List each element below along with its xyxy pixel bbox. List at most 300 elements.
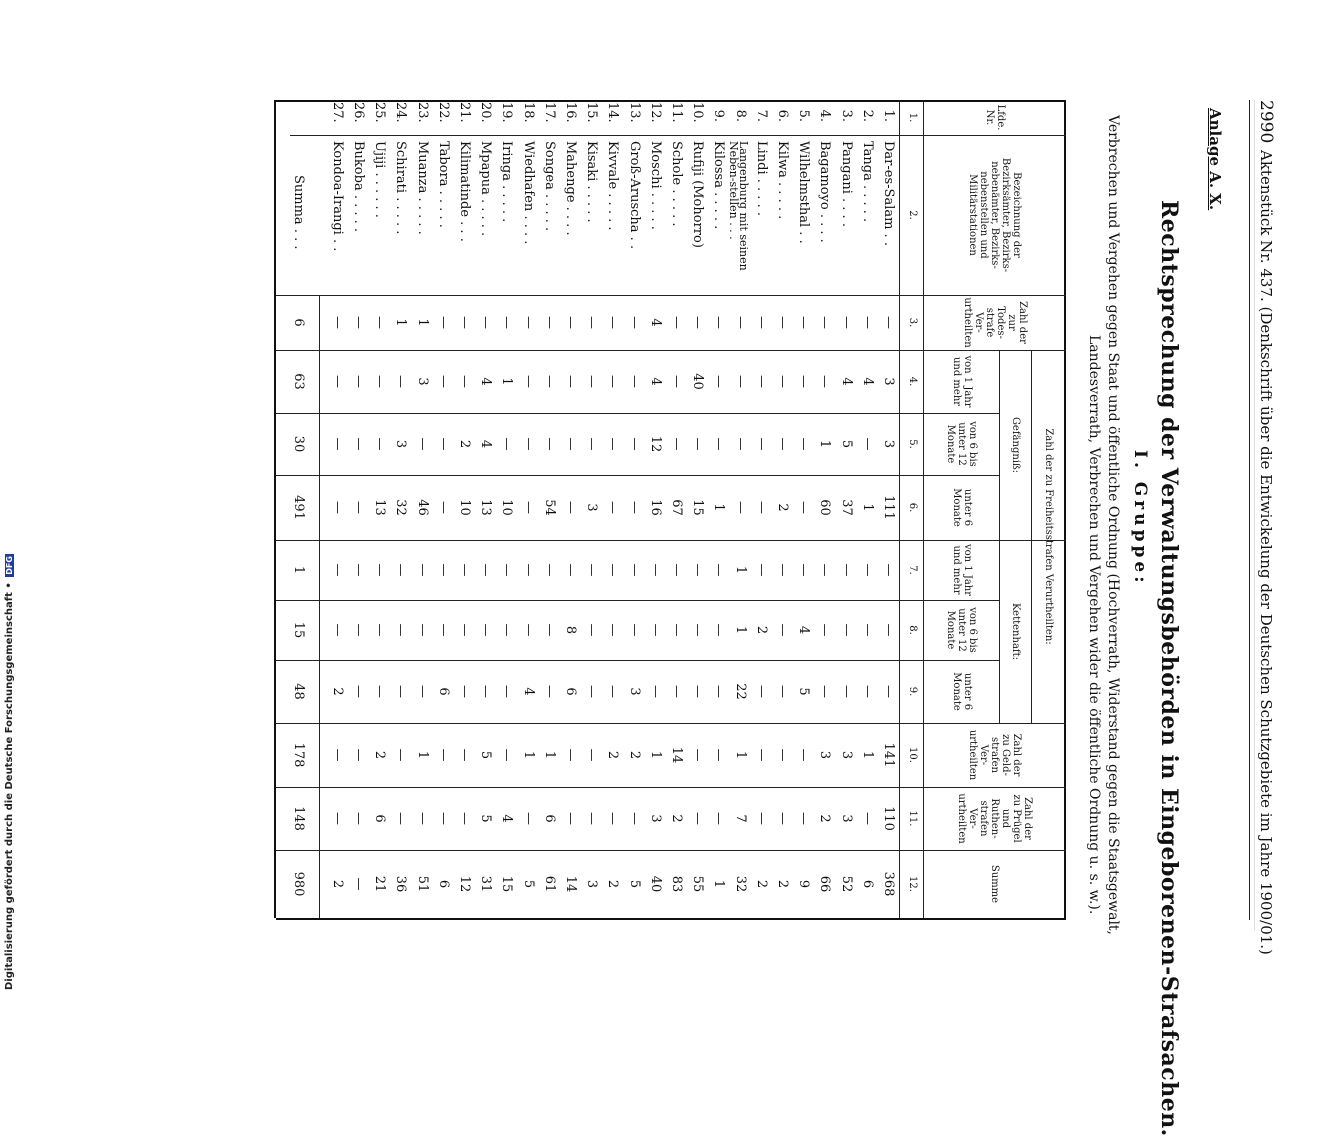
table-cell: — (435, 501, 451, 514)
table-cell: — (690, 316, 706, 329)
row-number: 13. (626, 102, 642, 123)
table-cell: — (393, 563, 409, 577)
table-cell: — (351, 812, 366, 825)
table-cell: 15 (499, 875, 515, 893)
table-cell: 1 (393, 318, 409, 327)
table-cell: — (690, 685, 706, 698)
table-cell: 368 (881, 871, 896, 897)
table-cell: 31 (478, 875, 494, 893)
table-cell: 1 (711, 503, 727, 512)
table-cell: 3 (817, 750, 833, 760)
table-cell: — (669, 623, 684, 637)
table-cell: 14 (563, 875, 578, 893)
table-cell: — (584, 812, 600, 825)
table-cell: 10 (457, 499, 472, 516)
row-name: Kisaki . . . . . (584, 141, 600, 223)
page-number: 2990 (1256, 100, 1276, 144)
table-cell: — (584, 563, 600, 577)
row-name: Schirati . . . . . (393, 141, 409, 235)
table-cell: — (478, 563, 494, 577)
table-cell: — (541, 563, 557, 577)
table-cell: — (563, 501, 578, 514)
table-cell: 1 (732, 625, 748, 635)
row-number: 12. (647, 102, 663, 123)
table-cell: 12 (457, 875, 472, 893)
table-cell: 60 (817, 499, 833, 516)
table-cell: 5 (478, 814, 494, 823)
table-cell: — (541, 623, 557, 637)
table-cell: 1 (520, 750, 536, 760)
table-cell: — (796, 501, 812, 514)
dfg-logo: DFG (5, 556, 14, 575)
row-number: 26. (351, 102, 366, 123)
table-cell: 2 (605, 750, 621, 760)
row-name: Schole . . . . . (669, 141, 684, 227)
table-cell: — (732, 375, 748, 388)
table-cell: — (329, 316, 345, 329)
table-cell: 4 (859, 377, 875, 386)
table-cell: — (605, 375, 621, 388)
table-cell: — (817, 563, 833, 577)
table-cell: 9 (796, 879, 812, 889)
table-cell: — (457, 375, 472, 388)
row-name: Lindi . . . . . (753, 141, 769, 216)
table-cell: — (859, 812, 875, 825)
table-cell: 1 (859, 750, 875, 760)
subtitle-line-1: Verbrechen und Vergehen gegen Staat und öffentliche Ordnung (Hochverrath, Widerstand gegen die Staatsgewalt, (1105, 115, 1121, 936)
row-number: 14. (605, 102, 621, 123)
table-cell: — (796, 437, 812, 451)
table-cell: 22 (732, 683, 748, 700)
table-cell: — (881, 563, 896, 577)
row-number: 22. (435, 102, 451, 123)
table-cell: — (584, 748, 600, 762)
table-cell: — (329, 375, 345, 388)
table-cell: — (817, 685, 833, 698)
table-cell: — (605, 812, 621, 825)
table-cell: 32 (732, 875, 748, 893)
table-cell: — (796, 748, 812, 762)
row-number: 18. (520, 102, 536, 123)
header-subcol: von 1 Jahr und mehr (951, 543, 973, 597)
table-cell: — (690, 563, 706, 577)
table-cell: — (351, 563, 366, 577)
header-death: Zahl der zur Todes-strafe Ver-urtheilten (962, 297, 1028, 348)
table-cell: 5 (796, 687, 812, 696)
table-cell: — (329, 563, 345, 577)
row-name: Moschi . . . . . (647, 141, 663, 230)
table-bottom-rule (274, 100, 276, 918)
table-cell: — (372, 316, 388, 329)
row-name: Muanza . . . . . (414, 141, 430, 235)
column-number: 8. (907, 625, 918, 635)
table-cell: 4 (520, 687, 536, 696)
table-cell: — (775, 563, 790, 577)
total-cell: 63 (290, 373, 306, 390)
table-cell: — (329, 437, 345, 451)
table-cell: — (753, 437, 769, 451)
table-cell: — (351, 316, 366, 329)
header-subcol: unter 6 Monate (951, 672, 973, 711)
table-cell: — (711, 375, 727, 388)
table-cell: — (605, 563, 621, 577)
table-cell: 1 (499, 377, 515, 386)
table-cell: — (435, 563, 451, 577)
table-cell: — (351, 437, 366, 451)
table-cell: 4 (478, 439, 494, 449)
table-cell: — (859, 563, 875, 577)
table-cell: — (669, 375, 684, 388)
table-cell: — (796, 316, 812, 329)
table-cell: — (626, 437, 642, 451)
row-number: 17. (541, 102, 557, 123)
table-cell: — (626, 316, 642, 329)
table-cell: — (753, 375, 769, 388)
table-cell: — (753, 563, 769, 577)
row-number: 27. (329, 102, 345, 123)
table-cell: — (584, 375, 600, 388)
table-cell: — (711, 316, 727, 329)
row-name: Dar-es-Salam . . (881, 141, 896, 246)
table-cell: — (838, 623, 854, 637)
document-title: Rechtsprechung der Verwaltungsbehörden in Eingeborenen-Strafsachen. (1156, 200, 1182, 1137)
table-cell: 6 (859, 879, 875, 889)
row-name: Mpapua . . . . . (478, 141, 494, 237)
row-name: Rufiji (Mohorro) (690, 141, 706, 248)
table-cell: — (626, 375, 642, 388)
column-number: 3. (907, 317, 918, 328)
table-cell: — (563, 437, 578, 451)
row-number: 15. (584, 102, 600, 123)
table-cell: — (626, 563, 642, 577)
table-cell: 4 (796, 625, 812, 635)
row-number: 1. (881, 109, 896, 122)
table-cell: 2 (626, 750, 642, 760)
row-name: Ujiji . . . . . . (372, 141, 388, 218)
table-cell: — (414, 437, 430, 451)
table-cell: 32 (393, 499, 409, 516)
table-cell: 13 (478, 499, 494, 516)
column-number: 5. (907, 439, 918, 449)
table-cell: — (775, 375, 790, 388)
table-cell: 66 (817, 875, 833, 893)
table-cell: — (563, 375, 578, 388)
table-cell: — (351, 375, 366, 388)
row-name: Tabora . . . . . (435, 141, 451, 228)
table-cell: — (372, 437, 388, 451)
table-cell: 16 (647, 499, 663, 516)
table-cell: — (584, 437, 600, 451)
table-cell: — (329, 623, 345, 637)
table-cell: — (711, 812, 727, 825)
table-cell: 40 (647, 875, 663, 893)
table-cell: 2 (372, 750, 388, 760)
row-name: Groß-Aruscha . . (626, 141, 642, 250)
table-cell: — (541, 375, 557, 388)
table-cell: — (796, 563, 812, 577)
table-cell: 10 (499, 499, 515, 516)
table-cell: — (563, 316, 578, 329)
header-lfd-nr: Lfde. Nr. (984, 104, 1006, 131)
row-name: Bagamoyo . . . . (817, 141, 833, 243)
table-cell: — (881, 316, 896, 329)
total-label: Summa . . . (290, 175, 306, 250)
table-cell: — (372, 623, 388, 637)
column-number: 1. (907, 112, 918, 123)
table-cell: — (351, 748, 366, 762)
table-cell: — (563, 812, 578, 825)
table-cell: 40 (690, 373, 706, 390)
table-cell: — (859, 316, 875, 329)
digitization-credit: Digitalisierung gefördert durch die Deutsche Forschungsgemeinschaft • DFG (4, 556, 15, 990)
table-cell: — (520, 437, 536, 451)
table-cell: 1 (414, 318, 430, 327)
column-number: 6. (907, 502, 918, 513)
table-cell: 36 (393, 875, 409, 893)
table-cell: 5 (626, 879, 642, 889)
table-cell: 6 (563, 687, 578, 696)
table-cell: — (605, 437, 621, 451)
table-cell: — (775, 685, 790, 698)
row-name: Kilimatinde . . . (457, 141, 472, 242)
table-cell: — (775, 748, 790, 762)
table-cell: 1 (732, 750, 748, 760)
table-cell: 3 (881, 377, 896, 386)
running-title: Aktenstück Nr. 437. (Denkschrift über die Entwickelung der Deutschen Schutzgebiete im Jahre 1900/01.) (1257, 150, 1275, 955)
table-cell: — (393, 623, 409, 637)
table-cell: — (669, 685, 684, 698)
table-cell: 83 (669, 875, 684, 893)
table-cell: — (457, 623, 472, 637)
table-cell: — (817, 316, 833, 329)
table-cell: — (499, 623, 515, 637)
row-name: Kilossa . . . . . (711, 141, 727, 230)
table-cell: — (457, 563, 472, 577)
table-cell: — (499, 563, 515, 577)
total-cell: 15 (290, 621, 306, 639)
row-name: Langenburg mit seinen Neben-stellen . . . (726, 141, 750, 271)
header-pruegel: Zahl der zu Prügel und Ruthen-strafen Ver-urtheilten (956, 793, 1034, 844)
table-cell: — (732, 316, 748, 329)
table-cell: — (563, 563, 578, 577)
row-number: 11. (669, 102, 684, 123)
row-number: 25. (372, 102, 388, 123)
table-cell: 2 (817, 814, 833, 823)
table-cell: — (775, 812, 790, 825)
row-name: Wilhelmsthal . . (796, 141, 812, 244)
table-cell: — (393, 748, 409, 762)
column-number: 11. (907, 810, 918, 827)
table-cell: 3 (838, 814, 854, 823)
table-cell: 3 (626, 687, 642, 696)
table-cell: — (414, 563, 430, 577)
table-cell: — (753, 748, 769, 762)
table-cell: 61 (541, 875, 557, 893)
total-cell: 178 (290, 742, 306, 768)
table-cell: — (584, 623, 600, 637)
table-cell: 2 (329, 879, 345, 889)
table-cell: — (329, 501, 345, 514)
subtitle-line-2: Landesverrath, Verbrechen und Vergehen wider die öffentliche Ordnung u. s. w.). (1086, 335, 1102, 915)
table-cell: 7 (732, 814, 748, 823)
table-cell: 3 (584, 503, 600, 512)
table-cell: 12 (647, 435, 663, 453)
row-number: 16. (563, 102, 578, 123)
row-number: 3. (838, 109, 854, 122)
table-cell: 111 (881, 495, 896, 520)
table-cell: 8 (563, 625, 578, 635)
table-cell: — (351, 877, 366, 891)
table-cell: 2 (753, 879, 769, 889)
table-cell: 46 (414, 499, 430, 516)
table-cell: — (520, 501, 536, 514)
table-cell: — (435, 623, 451, 637)
header-subcol: von 6 bis unter 12 Monate (945, 421, 979, 467)
table-cell: — (499, 316, 515, 329)
header-subcol: von 6 bis unter 12 Monate (945, 607, 979, 653)
table-cell: — (775, 623, 790, 637)
table-cell: — (859, 437, 875, 451)
table-cell: 15 (690, 499, 706, 516)
table-cell: — (753, 501, 769, 514)
table-cell: — (669, 563, 684, 577)
table-cell: — (690, 437, 706, 451)
row-name: Bukoba . . . . . (351, 141, 366, 233)
table-cell: 1 (647, 750, 663, 760)
table-cell: — (393, 375, 409, 388)
table-cell: 52 (838, 875, 854, 893)
table-cell: 2 (753, 625, 769, 635)
colno-bottom-rule (899, 100, 900, 918)
table-cell: — (351, 501, 366, 514)
table-cell: 67 (669, 499, 684, 516)
row-number: 24. (393, 102, 409, 123)
table-cell: — (329, 748, 345, 762)
table-cell: 6 (435, 879, 451, 889)
table-cell: — (541, 437, 557, 451)
table-cell: 3 (393, 439, 409, 449)
table-cell: — (435, 316, 451, 329)
rows-bottom-rule (319, 295, 320, 918)
table-cell: 4 (647, 377, 663, 386)
header-geld: Zahl der zu Geld-strafen Ver-urtheilten (967, 729, 1023, 781)
table-cell: 5 (478, 750, 494, 760)
row-number: 23. (414, 102, 430, 123)
table-cell: 1 (732, 565, 748, 575)
table-cell: 2 (775, 503, 790, 512)
table-cell: — (351, 685, 366, 698)
table-cell: — (435, 375, 451, 388)
table-cell: — (711, 685, 727, 698)
table-cell: — (372, 685, 388, 698)
table-cell: — (732, 437, 748, 451)
table-cell: — (457, 685, 472, 698)
table-cell: — (520, 623, 536, 637)
row-number: 19. (499, 102, 515, 123)
table-cell: — (690, 748, 706, 762)
table-cell: — (732, 501, 748, 514)
row-name: Kivvale . . . . . (605, 141, 621, 231)
table-cell: — (881, 623, 896, 637)
total-cell: 491 (290, 495, 306, 520)
table-cell: — (626, 623, 642, 637)
table-cell: 1 (817, 439, 833, 449)
table-cell: — (520, 375, 536, 388)
table-cell: 1 (414, 750, 430, 760)
table-cell: — (796, 375, 812, 388)
table-cell: 110 (881, 806, 896, 831)
table-cell: 6 (372, 814, 388, 823)
table-cell: 3 (838, 750, 854, 760)
table-cell: 1 (859, 503, 875, 512)
table-cell: 2 (605, 879, 621, 889)
table-cell: — (563, 748, 578, 762)
header-gefaengnis: Gefängniß: (1010, 416, 1022, 474)
header-subcol: von 1 Jahr und mehr (951, 355, 973, 408)
table-cell: — (690, 623, 706, 637)
table-cell: — (796, 812, 812, 825)
table-cell: — (478, 685, 494, 698)
row-name: Wiedhafen . . . . (520, 141, 536, 245)
table-cell: — (647, 623, 663, 637)
table-cell: — (647, 685, 663, 698)
row-name: Iringa . . . . . (499, 141, 515, 223)
table-cell: 3 (881, 439, 896, 449)
table-cell: — (520, 316, 536, 329)
table-cell: 2 (457, 439, 472, 449)
row-number: 20. (478, 102, 494, 123)
credit-text: Digitalisierung gefördert durch die Deutsche Forschungsgemeinschaft (4, 592, 15, 990)
table-cell: 14 (669, 746, 684, 764)
row-name: Tanga . . . . . (859, 141, 875, 223)
table-cell: — (817, 375, 833, 388)
header-freiheit-group: Zahl der zu Freiheitsstrafen Verurtheilten: (1043, 428, 1055, 645)
table-cell: — (690, 812, 706, 825)
column-rule (276, 918, 1066, 920)
table-cell: — (859, 685, 875, 698)
table-cell: — (605, 501, 621, 514)
header-kettenhaft: Kettenhaft: (1010, 602, 1022, 660)
table-cell: — (838, 685, 854, 698)
table-cell: 21 (372, 875, 388, 893)
table-cell: — (753, 316, 769, 329)
table-cell: — (541, 316, 557, 329)
table-cell: 51 (414, 875, 430, 893)
table-cell: — (859, 623, 875, 637)
table-cell: — (499, 437, 515, 451)
table-cell: — (775, 316, 790, 329)
table-cell: 3 (647, 814, 663, 823)
table-cell: — (435, 812, 451, 825)
table-cell: 141 (881, 742, 896, 768)
header-rule (1249, 100, 1250, 920)
table-cell: — (372, 563, 388, 577)
table-cell: — (393, 685, 409, 698)
table-cell: — (626, 812, 642, 825)
table-cell: 6 (435, 687, 451, 696)
table-cell: 4 (478, 377, 494, 386)
table-cell: — (457, 316, 472, 329)
row-name: Songea . . . . . (541, 141, 557, 232)
table-cell: — (711, 623, 727, 637)
table-cell: 5 (520, 879, 536, 889)
table-cell: 1 (711, 879, 727, 889)
table-cell: — (817, 623, 833, 637)
row-number: 6. (775, 109, 790, 122)
header-subcol: unter 6 Monate (951, 488, 973, 527)
total-cell: 48 (290, 683, 306, 700)
table-cell: — (838, 563, 854, 577)
